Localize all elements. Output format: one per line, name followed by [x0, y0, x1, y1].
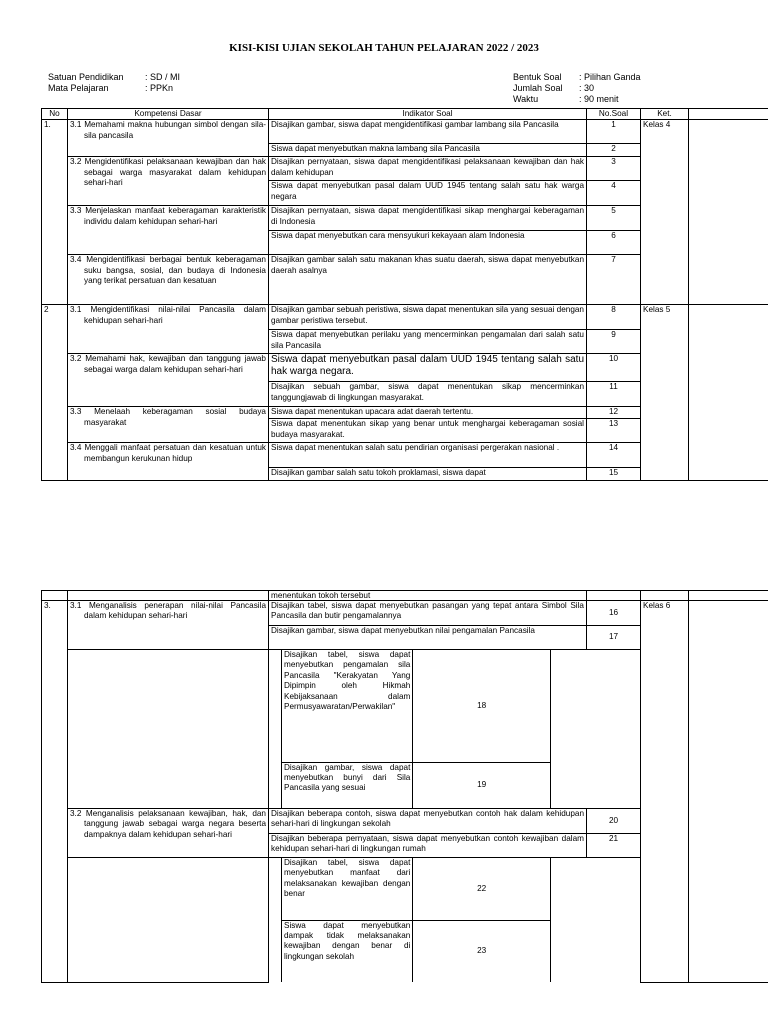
- indicator-continuation: menentukan tokoh tersebut: [269, 591, 587, 601]
- kd-cell: 3.4 Menggali manfaat persatuan dan kesatuan untuk membangun kerukunan hidup: [68, 443, 269, 481]
- kd-cell: 3.4 Mengidentifikasi berbagai bentuk keberagaman suku bangsa, sosial, dan budaya di Indonesia yang terikat persatuan dan kesatuan: [68, 255, 269, 305]
- class-note: Kelas 6: [641, 601, 689, 983]
- indicator-cell: Disajikan gambar salah satu tokoh proklamasi, siswa dapat: [269, 468, 587, 481]
- meta-value-satuan: : SD / MI: [145, 72, 181, 82]
- indicator-cell: Disajikan tabel, siswa dapat menyebutkan manfaat dari melaksanakan kewajiban dengan benar: [282, 858, 413, 920]
- indicator-cell: Disajikan gambar salah satu makanan khas suatu daerah, siswa dapat menyebutkan daerah asalnya: [269, 255, 587, 305]
- question-number: 5: [587, 206, 641, 231]
- question-number: 2: [587, 144, 641, 157]
- indicator-cell: Disajikan sebuah gambar, siswa dapat menentukan sikap mencerminkan tanggungjawab di lingkungan masyarakat.: [269, 382, 587, 407]
- meta-right: [513, 72, 641, 105]
- group-number: 3.: [42, 601, 68, 983]
- question-number: 16: [587, 601, 641, 626]
- meta-value-mapel: : PPKn: [145, 83, 174, 93]
- indicator-cell: Siswa dapat menentukan sikap yang benar untuk menghargai keberagaman sosial budaya masyarakat.: [269, 419, 587, 443]
- question-number: 15: [587, 468, 641, 481]
- question-number: 4: [587, 181, 641, 206]
- indicator-cell: Disajikan gambar, siswa dapat menyebutkan nilai pengamalan Pancasila: [269, 626, 587, 650]
- meta-value-jumlah: : 30: [579, 83, 595, 93]
- indicator-cell: Disajikan beberapa pernyataan, siswa dapat menyebutkan contoh kewajiban dalam kehidupan sehari-hari di lingkungan rumah: [269, 834, 587, 858]
- indicator-cell: Siswa dapat menentukan upacara adat daerah tertentu.: [269, 407, 587, 419]
- question-number: 23: [413, 920, 551, 982]
- question-number: 17: [587, 626, 641, 650]
- indicator-cell: Disajikan tabel, siswa dapat menyebutkan pasangan yang tepat antara Simbol Sila Pancasila dan butir pengamalannya: [269, 601, 587, 626]
- indicator-cell: Disajikan gambar sebuah peristiwa, siswa dapat menentukan sila yang sesuai dengan gambar peristiwa tersebut.: [269, 305, 587, 330]
- meta-label-satuan: Satuan Pendidikan: [48, 72, 124, 82]
- question-number: 20: [587, 809, 641, 834]
- indicator-cell: Disajikan beberapa contoh, siswa dapat menyebutkan contoh hak dalam kehidupan sehari-hari di lingkungan sekolah: [269, 809, 587, 834]
- question-number: 12: [587, 407, 641, 419]
- kd-cell: 3.2 Memahami hak, kewajiban dan tanggung jawab sebagai warga dalam kehidupan sehari-hari: [68, 354, 269, 407]
- meta-label-bentuk: Bentuk Soal: [513, 72, 562, 82]
- indicator-cell: Siswa dapat menentukan salah satu pendirian organisasi pergerakan nasional .: [269, 443, 587, 468]
- meta-label-mapel: Mata Pelajaran: [48, 83, 109, 93]
- indicator-cell: Siswa dapat menyebutkan dampak tidak melaksanakan kewajiban dengan benar di lingkungan sekolah: [282, 920, 413, 982]
- kd-cell: 3.2 Mengidentifikasi pelaksanaan kewajiban dan hak sebagai warga masyarakat dalam kehidupan sehari-hari: [68, 157, 269, 206]
- indicator-cell: Siswa dapat menyebutkan pasal dalam UUD 1945 tentang salah satu hak warga negara: [269, 181, 587, 206]
- question-number: 19: [413, 762, 551, 808]
- meta-value-waktu: : 90 menit: [579, 94, 619, 104]
- header-kompetensi: Kompetensi Dasar: [68, 109, 269, 120]
- question-number: 10: [587, 354, 641, 382]
- kd-cell: 3.3 Menelaah keberagaman sosial budaya masyarakat: [68, 407, 269, 443]
- question-number: 22: [413, 858, 551, 920]
- meta-left: [48, 72, 181, 94]
- question-number: 7: [587, 255, 641, 305]
- indicator-cell: Siswa dapat menyebutkan pasal dalam UUD 1945 tentang salah satu hak warga negara.: [269, 354, 587, 382]
- question-number: 1: [587, 120, 641, 144]
- question-number: 11: [587, 382, 641, 407]
- kd-cell: 3.3 Menjelaskan manfaat keberagaman karakteristik individu dalam kehidupan sehari-hari: [68, 206, 269, 255]
- document-title: KISI-KISI UJIAN SEKOLAH TAHUN PELAJARAN 2022 / 2023: [229, 42, 539, 54]
- indicator-cell: Siswa dapat menyebutkan makna lambang sila Pancasila: [269, 144, 587, 157]
- question-number: 13: [587, 419, 641, 443]
- meta-label-waktu: Waktu: [513, 94, 539, 104]
- grid-table-page-1: [41, 108, 768, 481]
- indicator-cell: Disajikan pernyataan, siswa dapat mengidentifikasi pelaksanaan kewajiban dan hak dalam kehidupan: [269, 157, 587, 181]
- question-number: 8: [587, 305, 641, 330]
- kd-cell: 3.1 Memahami makna hubungan simbol dengan sila-sila pancasila: [68, 120, 269, 157]
- question-number: 3: [587, 157, 641, 181]
- indicator-cell: Siswa dapat menyebutkan cara mensyukuri kekayaan alam Indonesia: [269, 231, 587, 255]
- indicator-cell: Disajikan gambar, siswa dapat menyebutkan bunyi dari Sila Pancasila yang sesuai: [282, 762, 413, 808]
- header-indikator: Indikator Soal: [269, 109, 587, 120]
- meta-value-bentuk: : Pilihan Ganda: [579, 72, 641, 82]
- nested-table: [281, 650, 551, 808]
- question-number: 14: [587, 443, 641, 468]
- indicator-cell: Disajikan gambar, siswa dapat mengidentifikasi gambar lambang sila Pancasila: [269, 120, 587, 144]
- indicator-cell: Siswa dapat menyebutkan perilaku yang mencerminkan pengamalan dari salah satu sila Pancasila: [269, 330, 587, 354]
- kd-cell: 3.2 Menganalisis pelaksanaan kewajiban, hak, dan tanggung jawab sebagai warga negara beserta dampaknya dalam kehidupan sehari-hari: [68, 809, 269, 858]
- class-note: Kelas 4: [641, 120, 689, 305]
- class-note: Kelas 5: [641, 305, 689, 481]
- question-number: 6: [587, 231, 641, 255]
- header-ket: Ket.: [641, 109, 689, 120]
- header-no: No: [42, 109, 68, 120]
- grid-table-page-2: [41, 590, 768, 983]
- header-no-soal: No.Soal: [587, 109, 641, 120]
- group-number: 2: [42, 305, 68, 481]
- question-number: 9: [587, 330, 641, 354]
- nested-table: [281, 858, 551, 982]
- group-number: 1.: [42, 120, 68, 305]
- kd-cell: 3.1 Mengidentifikasi nilai-nilai Pancasila dalam kehidupan sehari-hari: [68, 305, 269, 354]
- kd-cell: 3.1 Menganalisis penerapan nilai-nilai Pancasila dalam kehidupan sehari-hari: [68, 601, 269, 650]
- meta-label-jumlah: Jumlah Soal: [513, 83, 563, 93]
- question-number: 18: [413, 650, 551, 762]
- indicator-cell: Disajikan pernyataan, siswa dapat mengidentifikasi sikap menghargai keberagaman di Indonesia: [269, 206, 587, 231]
- indicator-cell: Disajikan tabel, siswa dapat menyebutkan pengamalan sila Pancasila "Kerakyatan Yang Dipimpin oleh Hikmah Kebijaksanaan dalam Permusyawaratan/Perwakilan": [282, 650, 413, 762]
- question-number: 21: [587, 834, 641, 858]
